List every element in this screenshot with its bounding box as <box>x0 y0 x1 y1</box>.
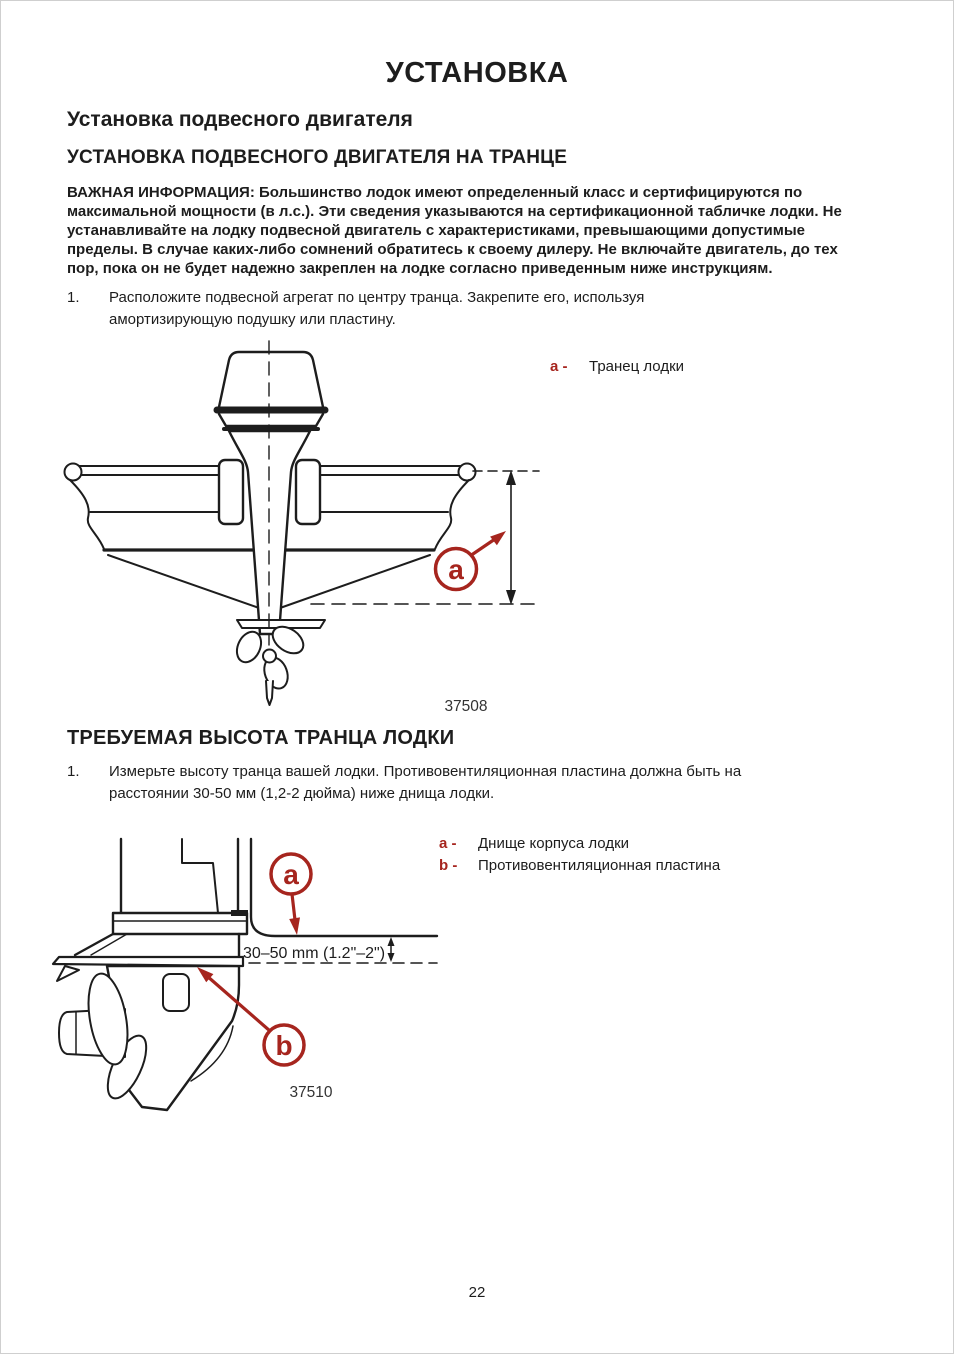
page-number: 22 <box>468 1284 486 1301</box>
dimension-label: 30–50 mm (1.2"–2") <box>242 945 386 962</box>
legend-label-a: Днище корпуса лодки <box>478 835 630 852</box>
driveshaft-housing-side <box>121 839 238 913</box>
skeg <box>266 681 273 705</box>
page-title: УСТАНОВКА <box>385 57 569 89</box>
callout-a-letter: a <box>448 554 464 585</box>
legend-row-a <box>550 358 684 375</box>
section-subtitle: Установка подвесного двигателя <box>67 108 413 131</box>
height-dimension-arrow <box>388 937 395 962</box>
figure-outboard-rear-view <box>56 334 546 716</box>
callout-a-arrowhead <box>490 531 506 545</box>
gunwale-knob-right <box>459 464 476 481</box>
clamp-bracket-left <box>219 460 243 524</box>
step-text: Измерьте высоту транца вашей лодки. Противовентиляционная пластина должна быть на расстоянии 30-50 мм (1,2-2 дюйма) ниже днища лодки. <box>109 763 742 802</box>
callout-a-arrow <box>292 894 295 920</box>
figure-number-37510: 37510 <box>289 1084 333 1101</box>
callout-a-letter: a <box>283 859 299 890</box>
callout-a-arrowhead <box>289 917 300 935</box>
clamp-bracket-right <box>296 460 320 524</box>
heading-mount-on-transom: УСТАНОВКА ПОДВЕСНОГО ДВИГАТЕЛЯ НА ТРАНЦЕ <box>67 147 568 168</box>
callout-a-arrow <box>470 539 495 556</box>
water-intake <box>163 974 189 1011</box>
anti-ventilation-plate-side <box>53 957 243 966</box>
legend-key-a: a - <box>550 358 568 375</box>
trim-tab-fin <box>57 966 79 981</box>
step-center-on-transom <box>67 287 827 331</box>
step-measure-transom <box>67 761 827 805</box>
figure1-legend <box>550 358 684 375</box>
gunwale-knob-left <box>65 464 82 481</box>
legend-label-b: Противовентиляционная пластина <box>478 857 721 874</box>
legend-key-a: a - <box>439 835 457 852</box>
figure2-legend <box>439 835 720 874</box>
step-number: 1. <box>67 763 80 780</box>
legend-key-b: b - <box>439 857 458 874</box>
important-information-paragraph: ВАЖНАЯ ИНФОРМАЦИЯ: Большинство лодок имеют определенный класс и сертифицируются по максимальной мощности (в л.с.). Эти сведения указываются на сертификационной табличке лодки. Не устанавливайте на лодку подвесной двигатель с характеристиками, превышающими допустимые пределы. В случае каких-либо сомнений обратитесь к своему дилеру. Не включайте двигатель, до тех пор, пока он не будет надежно закреплен на лодке согласно приведенным ниже инструкциям. <box>67 184 842 277</box>
engine-cowl <box>217 352 325 429</box>
legend-label-a: Транец лодки <box>589 358 685 375</box>
heading-required-transom-height: ТРЕБУЕМАЯ ВЫСОТА ТРАНЦА ЛОДКИ <box>67 727 455 749</box>
step-text: Расположите подвесной агрегат по центру транца. Закрепите его, используя амортизирующую подушку или пластину. <box>109 289 645 328</box>
callout-b-letter: b <box>275 1030 293 1061</box>
legend-row-a <box>439 835 720 852</box>
step-number: 1. <box>67 289 80 306</box>
figure-gearcase-side-view <box>51 833 441 1118</box>
callout-a <box>436 531 507 590</box>
clamp-plate <box>75 910 248 957</box>
figure-number-37508: 37508 <box>444 698 488 715</box>
legend-row-b <box>439 857 720 874</box>
